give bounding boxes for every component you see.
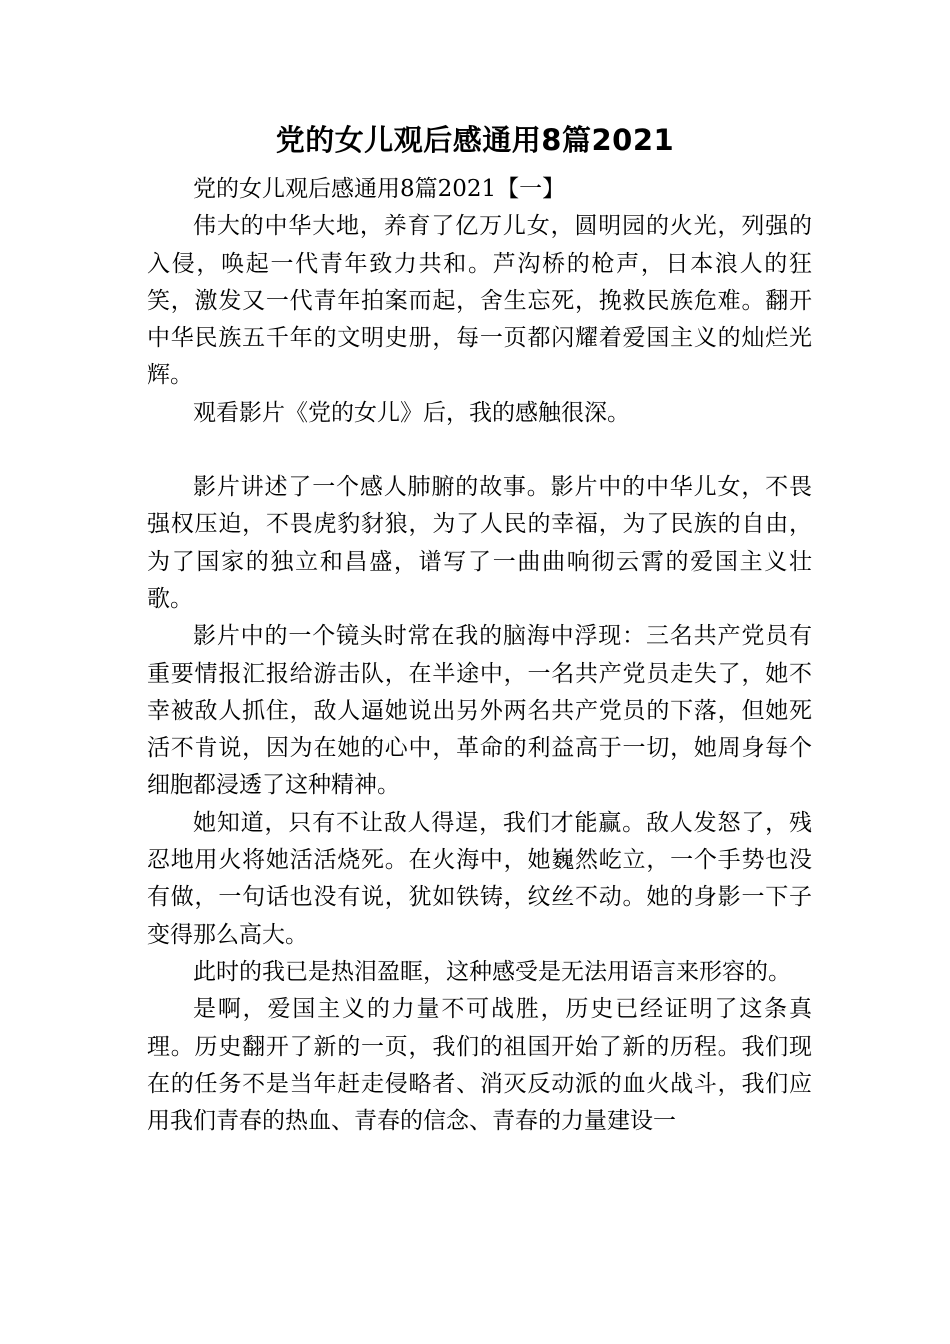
paragraph: 她知道，只有不让敌人得逞，我们才能赢。敌人发怒了，残忍地用火将她活活烧死。在火海中，她巍然屹立，一个手势也没有做，一句话也没有说，犹如铁铸，纹丝不动。她的身影一下子变得那么高大。 (147, 809, 812, 948)
paragraph: 观看影片《党的女儿》后，我的感触很深。 (193, 399, 630, 426)
paragraph: 影片讲述了一个感人肺腑的故事。影片中的中华儿女，不畏强权压迫，不畏虎豹豺狼，为了人民的幸福，为了民族的自由，为了国家的独立和昌盛，谱写了一曲曲响彻云霄的爱国主义壮歌。 (147, 474, 812, 612)
paragraph: 伟大的中华大地，养育了亿万儿女，圆明园的火光，列强的入侵，唤起一代青年致力共和。芦沟桥的枪声，日本浪人的狂笑，激发又一代青年拍案而起，舍生忘死，挽救民族危难。翻开中华民族五千年的文明史册，每一页都闪耀着爱国主义的灿烂光辉。 (147, 213, 812, 389)
paragraph: 是啊，爱国主义的力量不可战胜，历史已经证明了这条真理。历史翻开了新的一页，我们的祖国开始了新的历程。我们现在的任务不是当年赶走侵略者、消灭反动派的血火战斗，我们应用我们青春的热血、青春的信念、青春的力量建设一 (147, 996, 812, 1135)
paragraph: 影片中的一个镜头时常在我的脑海中浮现：三名共产党员有重要情报汇报给游击队，在半途中，一名共产党员走失了，她不幸被敌人抓住，敌人逼她说出另外两名共产党员的下落，但她死活不肯说，因为在她的心中，革命的利益高于一切，她周身每个细胞都浸透了这种精神。 (147, 623, 812, 799)
section-heading: 党的女儿观后感通用8篇2021【一】 (193, 176, 566, 202)
paragraph: 此时的我已是热泪盈眶，这种感受是无法用语言来形容的。 (193, 958, 791, 985)
document-title: 党的女儿观后感通用8篇2021 (275, 123, 675, 157)
document-body (147, 171, 812, 1140)
blank-line (147, 432, 812, 469)
